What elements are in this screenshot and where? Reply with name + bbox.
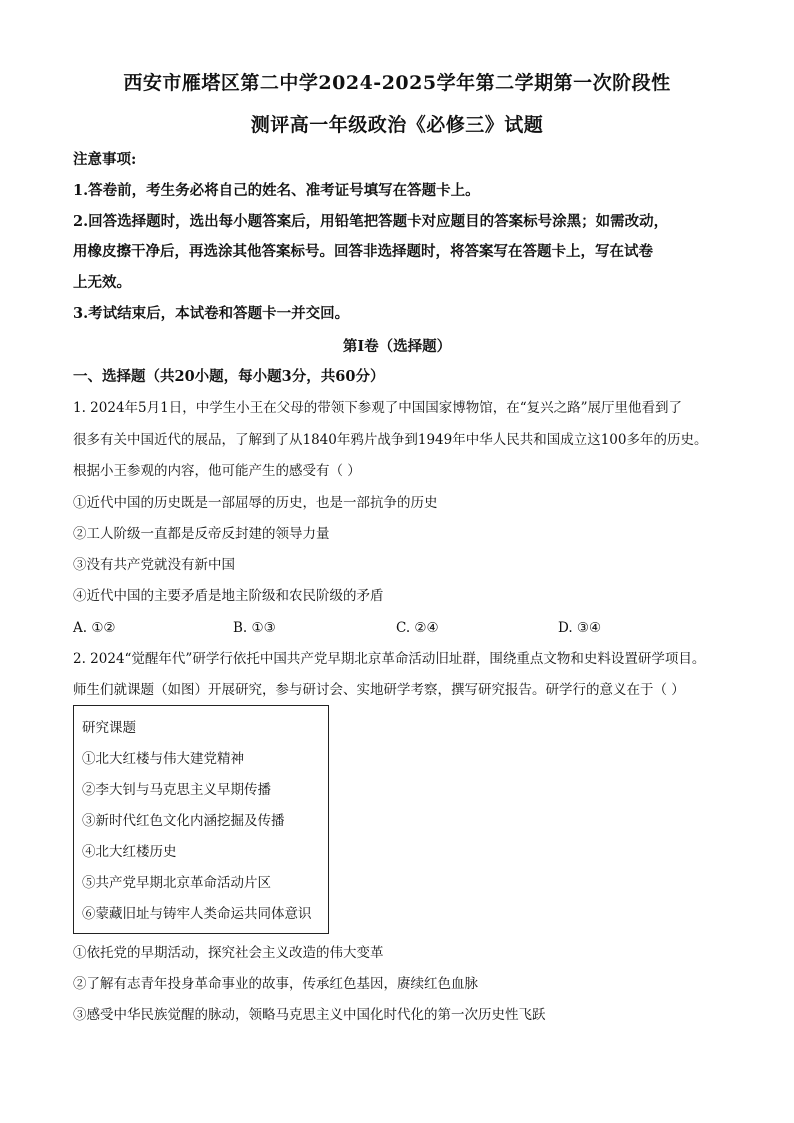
notice-item-2-line1: 2.回答选择题时，选出每小题答案后，用铅笔把答题卡对应题目的答案标号涂黑；如需改动， (73, 213, 669, 230)
q1-statement-1: ①近代中国的历史既是一部屈辱的历史，也是一部抗争的历史 (73, 495, 438, 511)
part-title: 第Ⅰ卷（选择题） (342, 338, 452, 355)
section-heading: 一、选择题（共20小题，每小题3分，共60分） (73, 368, 385, 385)
research-topic-6: ⑥蒙藏旧址与铸牢人类命运共同体意识 (82, 906, 312, 922)
q1-stem-line2: 很多有关中国近代的展品，了解到了从1840年鸦片战争到1949年中华人民共和国成立这100多年的历史。 (73, 432, 708, 448)
q1-stem-line1: 1. 2024年5月1日，中学生小王在父母的带领下参观了中国国家博物馆，在“复兴之路”展厅里他看到了 (73, 400, 683, 416)
q2-stem-line2: 师生们就课题（如图）开展研究，参与研讨会、实地研学考察，撰写研究报告。研学行的意义在于（ ） (73, 682, 685, 698)
q1-option-b: B. ①③ (233, 620, 276, 636)
notice-heading: 注意事项: (73, 151, 137, 168)
q1-option-c: C. ②④ (396, 620, 439, 636)
q1-option-d: D. ③④ (558, 620, 602, 636)
research-topic-3: ③新时代红色文化内涵挖掘及传播 (82, 813, 285, 829)
q2-statement-1: ①依托党的早期活动，探究社会主义改造的伟大变革 (73, 945, 384, 961)
exam-title-line2: 测评高一年级政治《必修三》试题 (250, 114, 544, 136)
q2-statement-2: ②了解有志青年投身革命事业的故事，传承红色基因，赓续红色血脉 (73, 976, 478, 992)
q1-stem-line3: 根据小王参观的内容，他可能产生的感受有（ ） (73, 463, 361, 479)
q1-statement-3: ③没有共产党就没有新中国 (73, 557, 235, 573)
research-topic-2: ②李大钊与马克思主义早期传播 (82, 782, 271, 798)
research-topic-1: ①北大红楼与伟大建党精神 (82, 751, 244, 767)
exam-title-line1: 西安市雁塔区第二中学2024-2025学年第二学期第一次阶段性 (123, 72, 671, 94)
q1-option-a: A. ①② (73, 620, 116, 636)
notice-item-3: 3.考试结束后，本试卷和答题卡一并交回。 (73, 305, 350, 322)
research-topic-5: ⑤共产党早期北京革命活动片区 (82, 875, 271, 891)
q2-stem-line1: 2. 2024“觉醒年代”研学行依托中国共产党早期北京革命活动旧址群，围绕重点文物和史料设置研学项目。 (73, 651, 706, 667)
research-topics-box (73, 705, 329, 934)
q1-statement-2: ②工人阶级一直都是反帝反封建的领导力量 (73, 526, 330, 542)
research-topic-4: ④北大红楼历史 (82, 844, 177, 860)
q2-statement-3: ③感受中华民族觉醒的脉动，领略马克思主义中国化时代化的第一次历史性飞跃 (73, 1007, 546, 1023)
notice-item-1: 1.答卷前，考生务必将自己的姓名、准考证号填写在答题卡上。 (73, 182, 480, 199)
notice-item-2-line3: 上无效。 (73, 274, 131, 291)
research-topics-heading: 研究课题 (82, 720, 136, 736)
q1-statement-4: ④近代中国的主要矛盾是地主阶级和农民阶级的矛盾 (73, 588, 384, 604)
notice-item-2-line2: 用橡皮擦干净后，再选涂其他答案标号。回答非选择题时，将答案写在答题卡上，写在试卷 (73, 243, 653, 260)
